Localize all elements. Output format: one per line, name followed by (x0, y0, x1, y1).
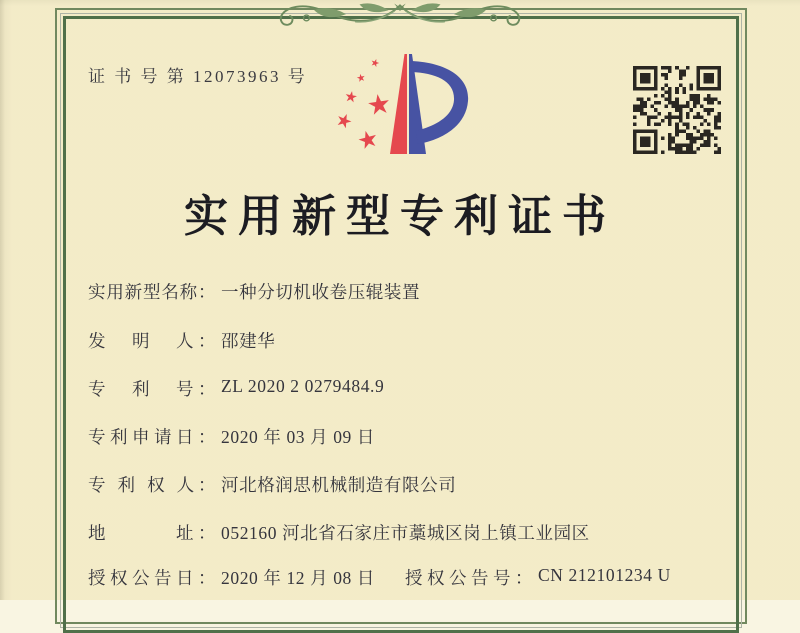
field-label: 地 址： (88, 523, 216, 543)
field-value: 052160 河北省石家庄市藁城区岗上镇工业园区 (221, 523, 590, 543)
field-value: ZL 2020 2 0279484.9 (221, 376, 385, 396)
field-value: CN 212101234 U (538, 565, 671, 585)
field-label: 专 利 权 人： (88, 475, 216, 495)
field-label: 专 利 号： (88, 379, 216, 399)
qr-code (633, 66, 721, 154)
field-utility-model-name (88, 279, 420, 304)
field-label: 发 明 人： (88, 331, 216, 351)
field-grant-number (405, 565, 671, 590)
patent-office-logo-icon (334, 48, 476, 168)
field-value: 邵建华 (221, 331, 276, 351)
field-patentee (88, 472, 456, 497)
field-value: 2020 年 12 月 08 日 (221, 568, 375, 588)
field-grant-date (88, 565, 671, 590)
certificate-number: 证 书 号 第 12073963 号 (88, 67, 308, 86)
field-address (88, 520, 590, 545)
field-label: 实用新型名称： (88, 282, 216, 302)
field-label: 授权公告日： (88, 568, 216, 588)
field-label: 专利申请日： (88, 427, 216, 447)
field-value: 2020 年 03 月 09 日 (221, 427, 375, 447)
field-application-date (88, 424, 375, 449)
certificate-title: 实用新型专利证书 (184, 192, 616, 241)
top-ornament-icon (265, 0, 535, 35)
field-patent-number (88, 376, 384, 401)
field-value: 河北格润思机械制造有限公司 (221, 475, 457, 495)
field-value: 一种分切机收卷压辊装置 (221, 282, 421, 302)
field-label: 授权公告号： (405, 568, 533, 588)
field-inventor (88, 328, 275, 353)
